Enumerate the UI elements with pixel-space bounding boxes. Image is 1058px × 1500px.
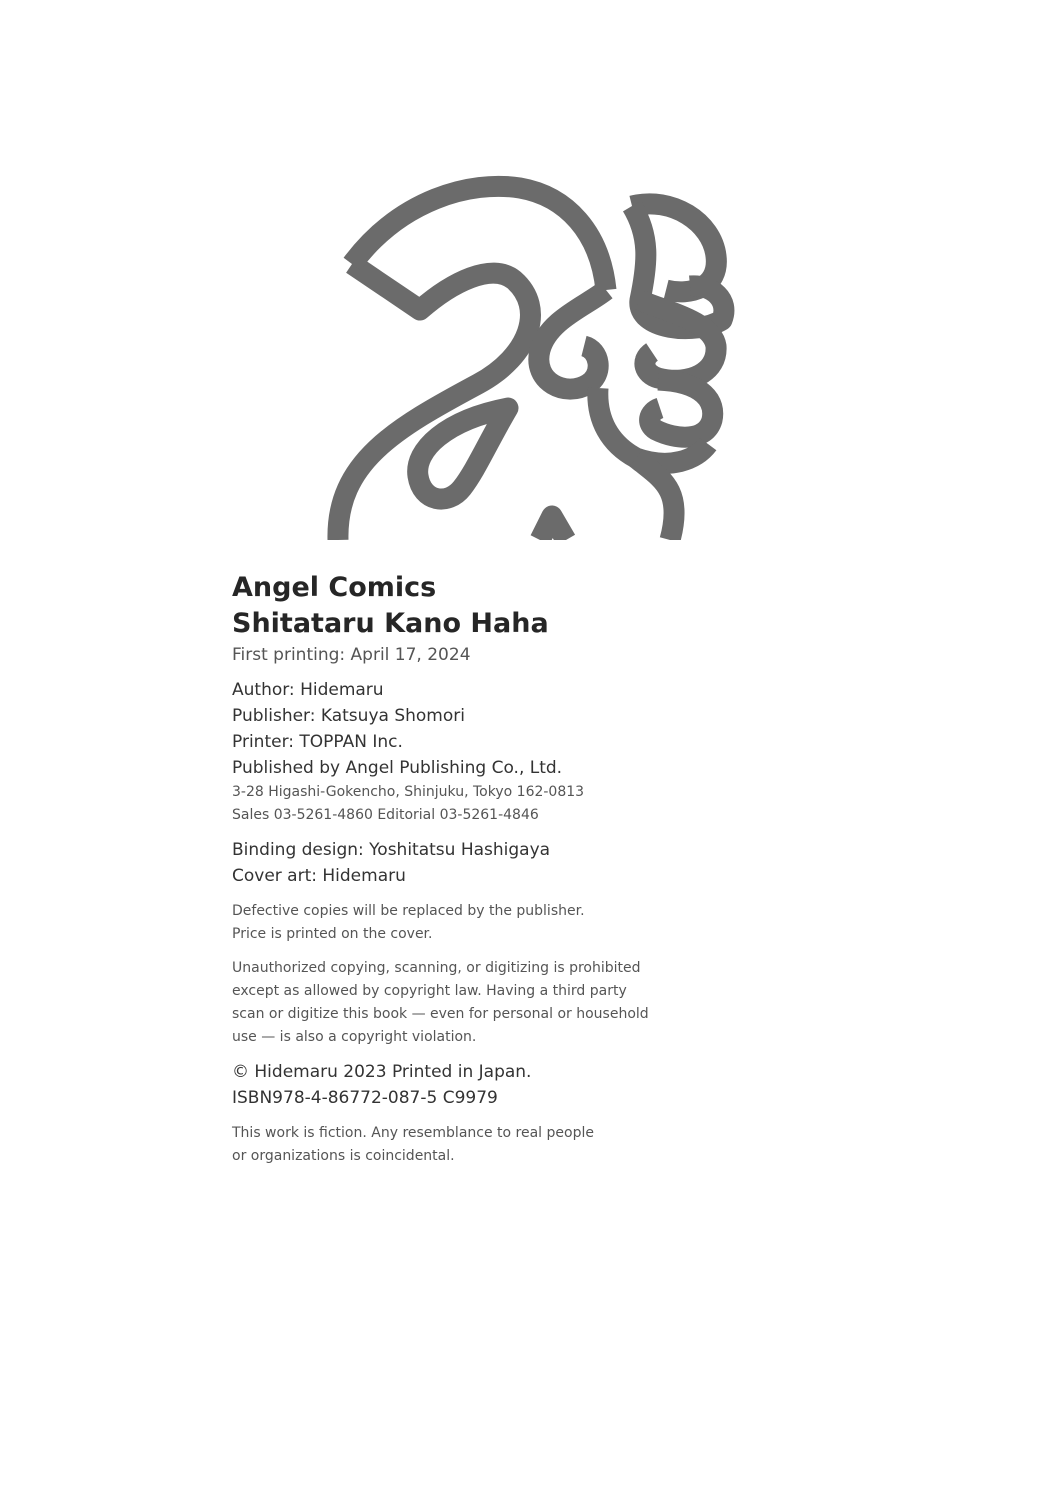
fiction-disclaimer xyxy=(232,1122,792,1168)
credits-block xyxy=(232,677,792,827)
design-block xyxy=(232,837,792,889)
defect-notice-block xyxy=(232,900,792,946)
copyright-notice-line: except as allowed by copyright law. Having a third party xyxy=(232,983,627,999)
copyright-notice-line: Unauthorized copying, scanning, or digitizing is prohibited xyxy=(232,960,641,976)
copyright-notice-block xyxy=(232,957,792,1049)
printer-line: Printer: TOPPAN Inc. xyxy=(232,732,403,752)
series-title: Angel Comics xyxy=(232,572,437,603)
publisher-contacts: Sales 03-5261-4860 Editorial 03-5261-4846 xyxy=(232,807,539,823)
colophon xyxy=(232,570,792,1168)
publisher-address: 3-28 Higashi-Gokencho, Shinjuku, Tokyo 162-0813 xyxy=(232,784,585,800)
price-notice: Price is printed on the cover. xyxy=(232,926,433,942)
isbn-line: ISBN978-4-86772-087-5 C9979 xyxy=(232,1088,498,1108)
book-title: Shitataru Kano Haha xyxy=(232,608,549,639)
defective-copies-notice: Defective copies will be replaced by the publisher. xyxy=(232,903,585,919)
copyright-line: © Hidemaru 2023 Printed in Japan. xyxy=(232,1062,532,1082)
author-line: Author: Hidemaru xyxy=(232,680,384,700)
fiction-disclaimer-line: or organizations is coincidental. xyxy=(232,1148,455,1164)
copyright-notice-line: use — is also a copyright violation. xyxy=(232,1029,477,1045)
published-by-line: Published by Angel Publishing Co., Ltd. xyxy=(232,758,563,778)
copyright-notice-line: scan or digitize this book — even for personal or household xyxy=(232,1006,649,1022)
cover-art-line: Cover art: Hidemaru xyxy=(232,866,406,886)
rights-block xyxy=(232,1059,792,1111)
fiction-disclaimer-line: This work is fiction. Any resemblance to real people xyxy=(232,1125,594,1141)
publisher-line: Publisher: Katsuya Shomori xyxy=(232,706,465,726)
first-printing-date: First printing: April 17, 2024 xyxy=(232,645,471,665)
angel-swirl-logo-icon xyxy=(0,0,1058,540)
binding-design-line: Binding design: Yoshitatsu Hashigaya xyxy=(232,840,551,860)
